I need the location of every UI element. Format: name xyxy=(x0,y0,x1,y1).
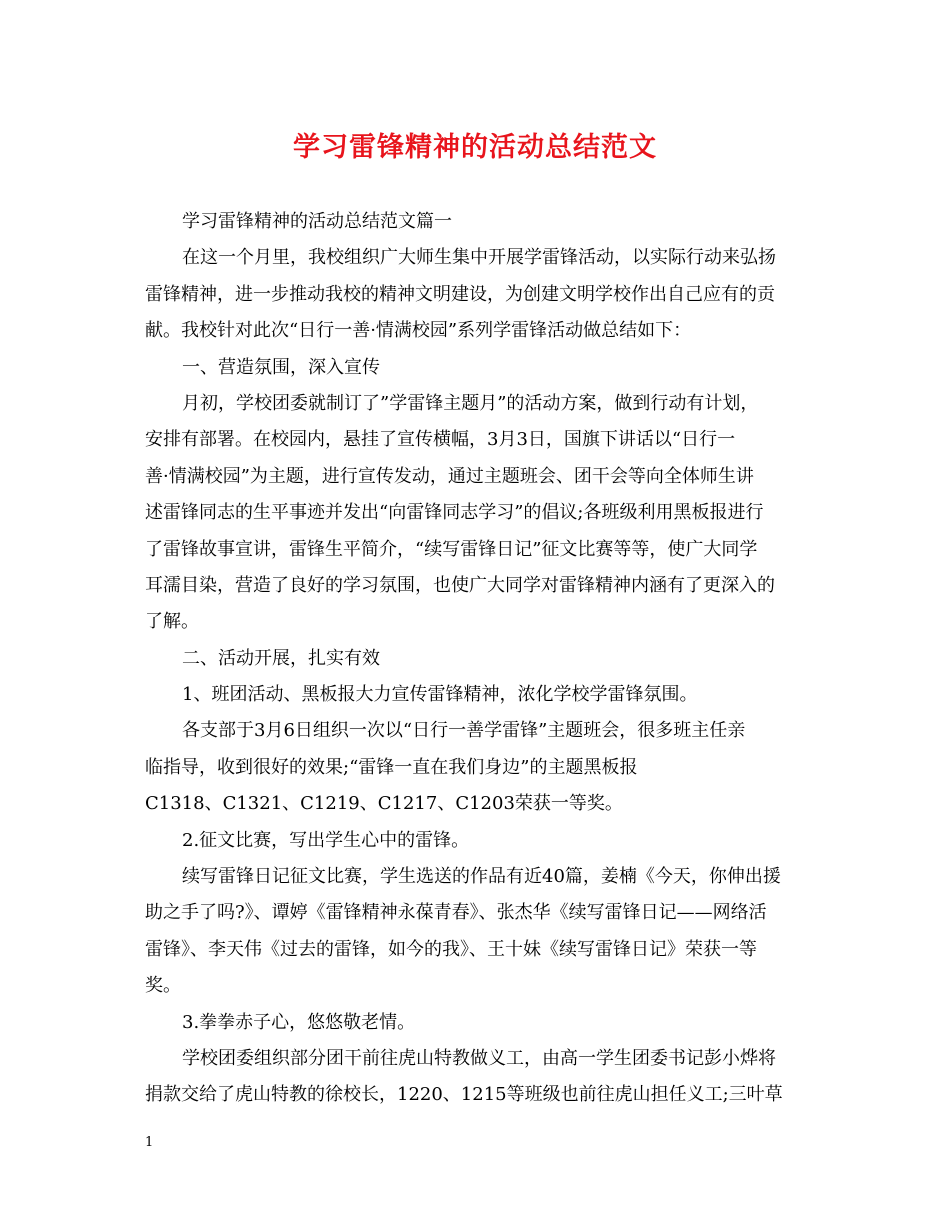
document-body xyxy=(145,204,810,1114)
paragraph-line: 助之手了吗?》、谭婷《雷锋精神永葆青春》、张杰华《续写雷锋日记——网络活 xyxy=(145,902,767,924)
paragraph-line: 雷锋精神，进一步推动我校的精神文明建设，为创建文明学校作出自己应有的贡 xyxy=(145,283,775,305)
paragraph-line: 了雷锋故事宣讲，雷锋生平简介，“续写雷锋日记”征文比赛等等，使广大同学 xyxy=(145,538,758,560)
paragraph-line: 耳濡目染，营造了良好的学习氛围，也使广大同学对雷锋精神内涵有了更深入的 xyxy=(145,574,775,596)
paragraph-line: 善·情满校园”为主题，进行宣传发动，通过主题班会、团干会等向全体师生讲 xyxy=(145,465,754,487)
subsection-heading: 3.拳拳赤子心，悠悠敬老情。 xyxy=(182,1011,416,1033)
paragraph-line: 了解。 xyxy=(145,611,199,633)
paragraph-line: 月初，学校团委就制订了”学雷锋主题月”的活动方案，做到行动有计划， xyxy=(182,392,759,414)
paragraph-line: 捐款交给了虎山特教的徐校长，1220、1215等班级也前往虎山担任义工;三叶草 xyxy=(145,1084,783,1106)
section-heading: 学习雷锋精神的活动总结范文篇一 xyxy=(182,211,452,232)
page-number: 1 xyxy=(145,1135,154,1150)
paragraph-line: 献。我校针对此次“日行一善·情满校园”系列学雷锋活动做总结如下： xyxy=(145,320,692,342)
subsection-heading: 2.征文比赛，写出学生心中的雷锋。 xyxy=(182,829,470,851)
paragraph-line: C1318、C1321、C1219、C1217、C1203荣获一等奖。 xyxy=(145,793,623,815)
paragraph-line: 雷锋》、李天伟《过去的雷锋，如今的我》、王十妹《续写雷锋日记》荣获一等 xyxy=(145,938,757,960)
paragraph-line: 各支部于3月6日组织一次以“日行一善学雷锋”主题班会，很多班主任亲 xyxy=(182,720,746,742)
paragraph-line: 临指导，收到很好的效果;“雷锋一直在我们身边”的主题黑板报 xyxy=(145,756,638,778)
document-title: 学习雷锋精神的活动总结范文 xyxy=(293,132,657,163)
paragraph-line: 安排有部署。在校园内，悬挂了宣传横幅，3月3日，国旗下讲话以“日行一 xyxy=(145,429,736,451)
section-heading: 一、营造氛围，深入宣传 xyxy=(182,356,380,378)
section-heading: 二、活动开展，扎实有效 xyxy=(182,647,380,669)
subsection-heading: 1、班团活动、黑板报大力宣传雷锋精神，浓化学校学雷锋氛围。 xyxy=(182,684,698,706)
paragraph-line: 奖。 xyxy=(145,975,181,997)
paragraph-line: 学校团委组织部分团干前往虎山特教做义工，由高一学生团委书记彭小烨将 xyxy=(182,1047,776,1069)
paragraph-line: 续写雷锋日记征文比赛，学生选送的作品有近40篇，姜楠《今天，你伸出援 xyxy=(182,866,781,888)
paragraph-line: 在这一个月里，我校组织广大师生集中开展学雷锋活动，以实际行动来弘扬 xyxy=(182,247,776,269)
paragraph-line: 述雷锋同志的生平事迹并发出“向雷锋同志学习”的倡议;各班级利用黑板报进行 xyxy=(145,502,764,524)
